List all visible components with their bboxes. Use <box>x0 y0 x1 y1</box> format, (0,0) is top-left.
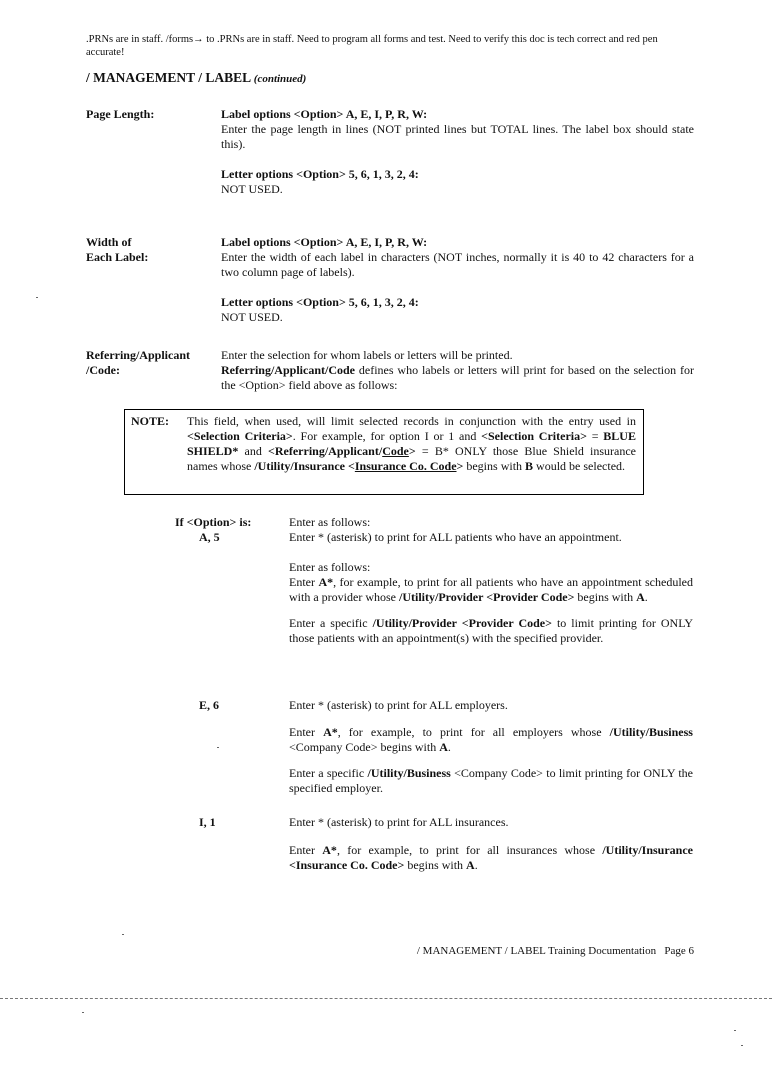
referring-line2-bold: Referring/Applicant/Code <box>221 363 355 377</box>
e6-p3-b: /Utility/Business <box>367 766 451 780</box>
width-label-options: Label options <Option> A, E, I, P, R, W: <box>221 235 428 249</box>
note-t1: This field, when used, will limit selected records in conjunction with the entry used in <box>187 414 636 428</box>
width-term-line1: Width of <box>86 235 132 249</box>
a5-p2-b: A* <box>318 575 334 589</box>
e6-p3 <box>289 766 693 796</box>
a5-p2-a: Enter <box>289 575 319 589</box>
a5-p3-b: /Utility/Provider <Provider Code> <box>372 616 552 630</box>
e6-p2 <box>289 725 693 755</box>
referring-line2 <box>221 363 694 393</box>
note-t16: B <box>525 459 534 473</box>
note-text <box>187 414 636 474</box>
a5-enter-follows: Enter as follows: <box>289 515 371 529</box>
referring-line1: Enter the selection for whom labels or letters will be printed. <box>221 348 513 362</box>
a5-p3-c: to limit printing for ONLY those patients with an appointment(s) with the specified provider. <box>289 616 694 645</box>
heading-main: / MANAGEMENT / LABEL <box>86 70 254 85</box>
note-t13: Insurance Co. Code <box>354 459 457 473</box>
scan-speck <box>122 934 124 935</box>
if-option-label: If <Option> is: <box>175 515 252 529</box>
group-a5-label: A, 5 <box>199 530 220 544</box>
page-length-letter-desc: NOT USED. <box>221 182 283 196</box>
group-a5-text <box>289 515 693 646</box>
note-t7: and <box>238 444 269 458</box>
e6-p2-g: . <box>447 740 451 754</box>
note-t14: > <box>456 459 464 473</box>
scan-speck <box>82 1012 84 1013</box>
referring-term-line1: Referring/Applicant <box>86 348 190 362</box>
group-e6-text <box>289 698 693 796</box>
a5-p1: Enter * (asterisk) to print for ALL patients who have an appointment. <box>289 530 622 544</box>
page-length-label-desc: Enter the page length in lines (NOT printed lines but TOTAL lines. The label box should state this). <box>221 122 694 151</box>
i1-p1: Enter * (asterisk) to print for ALL insurances. <box>289 815 509 829</box>
a5-p2-d: /Utility/Provider <Provider Code> <box>398 590 575 604</box>
width-definition <box>221 235 694 325</box>
width-label-desc: Enter the width of each label in characters (NOT inches, normally it is 40 to 42 characters for a two column page of labels). <box>221 250 694 279</box>
referring-definition <box>221 348 694 393</box>
top-note <box>86 33 694 59</box>
footer-title: / MANAGEMENT / LABEL Training Documentation <box>416 945 657 957</box>
a5-p2 <box>289 575 693 605</box>
i1-p2-b: A* <box>322 843 337 857</box>
note-t9: Code <box>382 444 409 458</box>
e6-p2-c: , for example, to print for all employers whose <box>337 725 610 739</box>
e6-p2-f: A <box>439 740 448 754</box>
a5-p2-f: A <box>636 590 645 604</box>
i1-p2 <box>289 843 693 873</box>
note-label: NOTE: <box>131 414 170 428</box>
scan-speck <box>734 1030 736 1031</box>
scan-speck <box>217 747 219 748</box>
note-t11: = B* ONLY those Blue Shield insurance names whose <box>187 444 637 473</box>
group-i1-label: I, 1 <box>199 815 216 829</box>
note-t3: . For example, for option I or 1 and <box>292 429 482 443</box>
note-t2: <Selection Criteria> <box>187 429 293 443</box>
width-term <box>86 235 148 265</box>
note-t15: begins with <box>463 459 526 473</box>
page-length-term: Page Length: <box>86 107 155 121</box>
scan-speck <box>741 1045 743 1046</box>
group-e6-label: E, 6 <box>199 698 220 712</box>
width-term-line2: Each Label: <box>86 250 149 264</box>
note-t12: /Utility/Insurance < <box>254 459 355 473</box>
note-t5: = <box>586 429 604 443</box>
a5-enter-follows2: Enter as follows: <box>289 560 371 574</box>
page-length-letter-options: Letter options <Option> 5, 6, 1, 3, 2, 4: <box>221 167 419 181</box>
i1-p2-f: A <box>466 858 475 872</box>
note-t17: would be selected. <box>533 459 626 473</box>
width-letter-desc: NOT USED. <box>221 310 283 324</box>
i1-p2-e: begins with <box>404 858 467 872</box>
scan-artifact-line <box>0 998 772 999</box>
referring-term-line2: /Code: <box>86 363 120 377</box>
e6-p2-e: <Company Code> begins with <box>289 740 440 754</box>
e6-p2-d: /Utility/Business <box>609 725 693 739</box>
e6-p2-b: A* <box>323 725 338 739</box>
e6-p3-a: Enter a specific <box>289 766 368 780</box>
a5-p2-g: . <box>644 590 648 604</box>
note-t8: <Referring/Applicant/ <box>268 444 383 458</box>
width-letter-options: Letter options <Option> 5, 6, 1, 3, 2, 4: <box>221 295 419 309</box>
i1-p2-g: . <box>474 858 478 872</box>
footer-page: Page 6 <box>664 945 694 957</box>
note-t10: > <box>408 444 416 458</box>
scan-speck <box>36 297 38 298</box>
a5-p2-c: , for example, to print for all patients who have an appointment scheduled with a provider whose <box>289 575 693 604</box>
group-i1-text <box>289 815 693 873</box>
page-footer <box>366 944 694 959</box>
referring-term <box>86 348 190 378</box>
note-t6: BLUE SHIELD* <box>187 429 636 458</box>
page-length-definition <box>221 107 694 197</box>
a5-p2-e: begins with <box>574 590 637 604</box>
a5-p3-a: Enter a specific <box>289 616 373 630</box>
i1-p2-d: /Utility/Insurance <Insurance Co. Code> <box>289 843 693 872</box>
i1-p2-a: Enter <box>289 843 323 857</box>
page-length-label-options: Label options <Option> A, E, I, P, R, W: <box>221 107 428 121</box>
note-t4: <Selection Criteria> <box>481 429 587 443</box>
top-note-text: .PRNs are in staff. /forms→ to .PRNs are in staff. Need to program all forms and test. Need to verify this doc is tech correct and red pen accurate! <box>86 34 658 58</box>
heading-continued: (continued) <box>253 73 307 85</box>
i1-p2-c: , for example, to print for all insurances whose <box>336 843 603 857</box>
a5-p3 <box>289 616 693 646</box>
referring-line2-rest: defines who labels or letters will print for based on the selection for the <Option> field above as follows: <box>221 363 694 392</box>
e6-p1: Enter * (asterisk) to print for ALL employers. <box>289 698 508 712</box>
e6-p2-a: Enter <box>289 725 324 739</box>
e6-p3-c: <Company Code> to limit printing for ONLY the specified employer. <box>289 766 693 795</box>
section-heading <box>86 70 306 87</box>
